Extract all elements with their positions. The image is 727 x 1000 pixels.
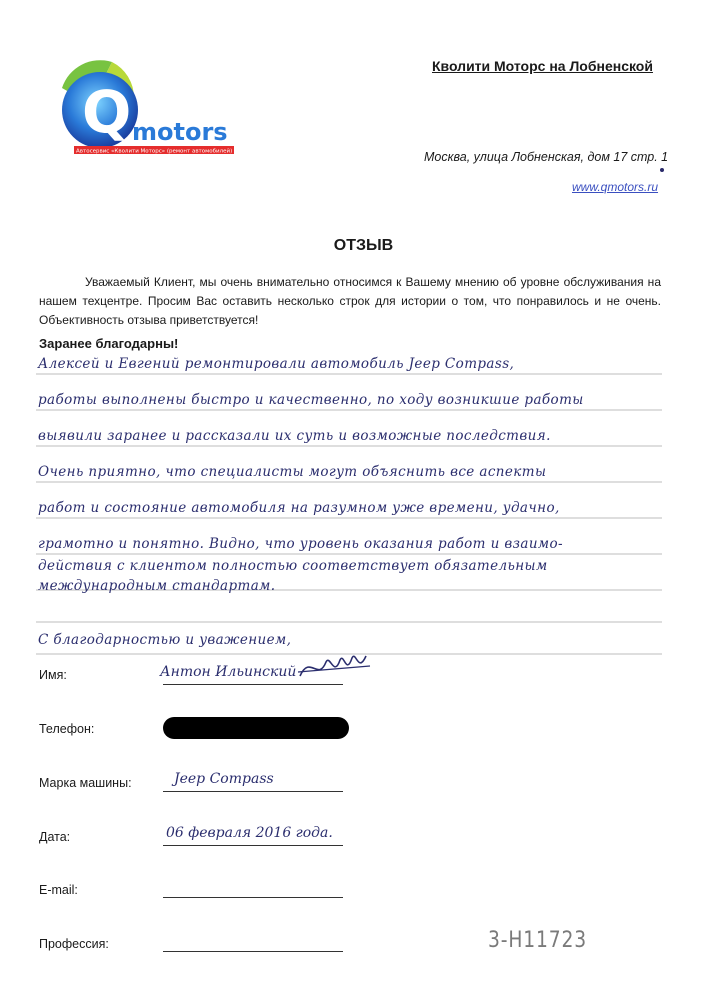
date-field-line	[163, 845, 343, 846]
profession-field-line	[163, 951, 343, 952]
car-value: Jeep Compass	[174, 771, 274, 787]
email-label: E-mail:	[39, 883, 78, 897]
review-line: международным стандартам.	[38, 578, 276, 594]
review-line: действия с клиентом полностью соответствует обязательным	[38, 558, 548, 574]
intro-paragraph: Уважаемый Клиент, мы очень внимательно относимся к Вашему мнению об уровне обслуживания на нашем техцентре. Просим Вас оставить несколько строк для истории о том, что понравилось и не очень. Объективность отзыва приветствуется!	[39, 275, 661, 327]
logo-tagline: Автосервис «Кволити Моторс» (ремонт автомобилей)	[76, 148, 233, 155]
company-website-link[interactable]: www.qmotors.ru	[572, 180, 659, 194]
name-value: Антон Ильинский	[160, 664, 297, 680]
car-label: Марка машины:	[39, 776, 132, 790]
date-label: Дата:	[39, 830, 71, 844]
name-label: Имя:	[39, 668, 67, 682]
registration-stamp: 3-Н11723	[488, 928, 587, 953]
review-line: Алексей и Евгений ремонтировали автомобиль Jeep Compass,	[38, 356, 515, 372]
car-field-line	[163, 791, 343, 792]
phone-label: Телефон:	[39, 722, 95, 736]
logo-text: motors	[132, 118, 228, 146]
review-line: Очень приятно, что специалисты могут объяснить все аспекты	[38, 464, 547, 480]
review-line: С благодарностью и уважением,	[38, 632, 292, 648]
date-value: 06 февраля 2016 года.	[166, 825, 333, 841]
review-line: работ и состояние автомобиля на разумном уже времени, удачно,	[38, 500, 560, 516]
review-line: выявили заранее и рассказали их суть и возможные последствия.	[38, 428, 551, 444]
signature	[296, 648, 372, 688]
review-line: работы выполнены быстро и качественно, по ходу возникшие работы	[38, 392, 584, 408]
logo-letter: Q	[82, 78, 132, 146]
redacted-phone	[163, 717, 349, 739]
review-line: грамотно и понятно. Видно, что уровень оказания работ и взаимо-	[38, 536, 564, 552]
profession-label: Профессия:	[39, 937, 109, 951]
email-field-line	[163, 897, 343, 898]
document-title: ОТЗЫВ	[333, 237, 394, 254]
company-address: Москва, улица Лобненская, дом 17 стр. 1	[424, 150, 669, 164]
thanks-heading: Заранее благодарны!	[39, 336, 179, 351]
company-name: Кволити Моторс на Лобненской	[432, 58, 653, 74]
